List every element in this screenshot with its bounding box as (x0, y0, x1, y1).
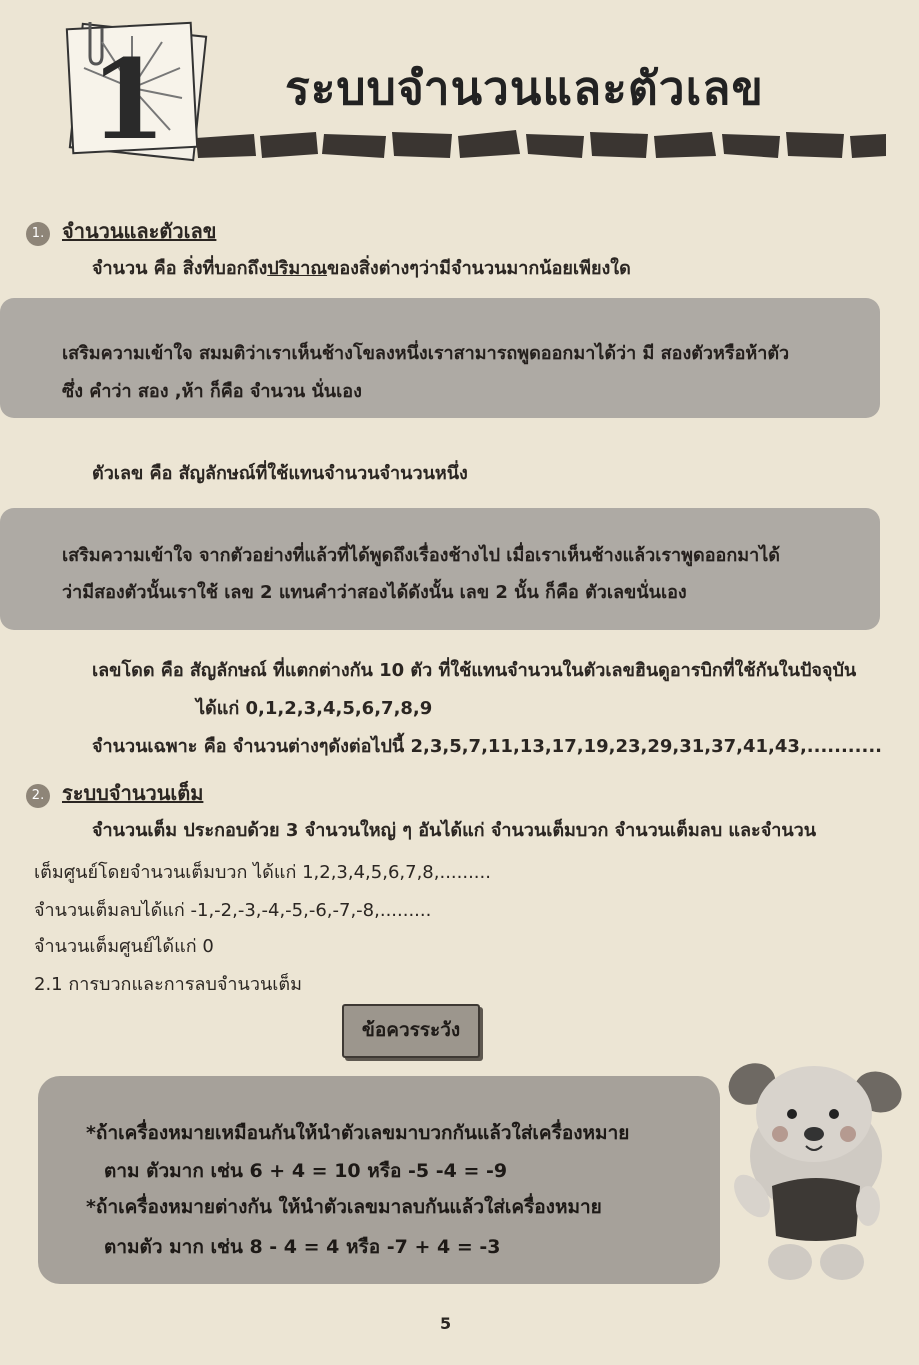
note-1-line-2 (62, 376, 362, 405)
puppy-illustration (728, 1036, 904, 1286)
rule-1-line-1: *ถ้าเครื่องหมายเหมือนกันให้นำตัวเลขมาบวกกันแล้วใส่เครื่องหมาย (86, 1122, 630, 1144)
warning-label-box: ข้อควรระวัง (342, 1004, 480, 1058)
note-1-line-1: เสริมความเข้าใจ สมมติว่าเราเห็นช้างโขลงหนึ่งเราสามารถพูดออกมาได้ว่า มี สองตัวหรือห้าตัว (62, 343, 790, 364)
integer-line-2: เต็มศูนย์โดยจำนวนเต็มบวก ได้แก่ 1,2,3,4,5,6,7,8,......... (34, 862, 491, 883)
subsection-2-1: 2.1 การบวกและการลบจำนวนเต็ม (34, 974, 302, 995)
section-1-heading (26, 215, 216, 247)
section-1-title: จำนวนและตัวเลข (62, 219, 217, 243)
term-number: จำนวน (92, 258, 148, 279)
note-2-line-1: เสริมความเข้าใจ จากตัวอย่างที่แล้วที่ได้พูดถึงเรื่องช้างไป เมื่อเราเห็นช้างแล้วเราพูดออกมาได้ (62, 545, 780, 566)
section-2-heading (26, 777, 203, 809)
note-1-keyword: จำนวน (249, 381, 306, 402)
definition-digit-line-1: เลขโดด คือ สัญลักษณ์ ที่แตกต่างกัน 10 ตัว ที่ใช้แทนจำนวนในตัวเลขฮินดูอารบิกที่ใช้กันในปัจจุบัน (92, 660, 857, 681)
chapter-title: ระบบจำนวนและตัวเลข (285, 61, 764, 115)
section-2-number: 2. (26, 784, 50, 808)
note-band-2 (0, 508, 880, 630)
rule-2-line-2: ตามตัว มาก เช่น 8 - 4 = 4 หรือ -7 + 4 = -3 (104, 1236, 501, 1258)
definition-number-post: ของสิ่งต่างๆว่ามีจำนวนมากน้อยเพียงใด (327, 258, 631, 279)
chapter-number-badge (62, 18, 212, 168)
integer-line-3: จำนวนเต็มลบได้แก่ -1,-2,-3,-4,-5,-6,-7,-8,......... (34, 900, 432, 921)
integer-line-4: จำนวนเต็มศูนย์ได้แก่ 0 (34, 936, 214, 957)
page-number: 5 (440, 1314, 452, 1333)
rule-1-line-2: ตาม ตัวมาก เช่น 6 + 4 = 10 หรือ -5 -4 = -9 (104, 1160, 508, 1182)
definition-number-pre: คือ สิ่งที่บอกถึง (153, 258, 268, 279)
keyword-quantity: ปริมาณ (267, 258, 328, 279)
definition-numeral: ตัวเลข คือ สัญลักษณ์ที่ใช้แทนจำนวนจำนวนหนึ่ง (92, 463, 468, 484)
note-2-line-2: ว่ามีสองตัวนั้นเราใช้ เลข 2 แทนคำว่าสองได้ดังนั้น เลข 2 นั้น ก็คือ ตัวเลขนั่นเอง (62, 582, 687, 603)
note-1-line-2-post: นั่นเอง (305, 381, 362, 402)
section-2-title: ระบบจำนวนเต็ม (62, 781, 204, 805)
definition-prime: จำนวนเฉพาะ คือ จำนวนต่างๆดังต่อไปนี้ 2,3,5,7,11,13,17,19,23,29,31,37,41,43,........... (92, 736, 882, 757)
note-1-line-2-pre: ซึ่ง คำว่า สอง ,ห้า ก็คือ (62, 381, 250, 402)
definition-digit-line-2: ได้แก่ 0,1,2,3,4,5,6,7,8,9 (196, 698, 433, 719)
section-1-number: 1. (26, 222, 50, 246)
integer-line-1: จำนวนเต็ม ประกอบด้วย 3 จำนวนใหญ่ ๆ อันได้แก่ จำนวนเต็มบวก จำนวนเต็มลบ และจำนวน (92, 820, 817, 841)
chapter-number: 1 (89, 35, 167, 164)
definition-number (92, 253, 631, 282)
rule-2-line-1: *ถ้าเครื่องหมายต่างกัน ให้นำตัวเลขมาลบกันแล้วใส่เครื่องหมาย (86, 1196, 602, 1218)
title-underline-strip (196, 124, 886, 164)
